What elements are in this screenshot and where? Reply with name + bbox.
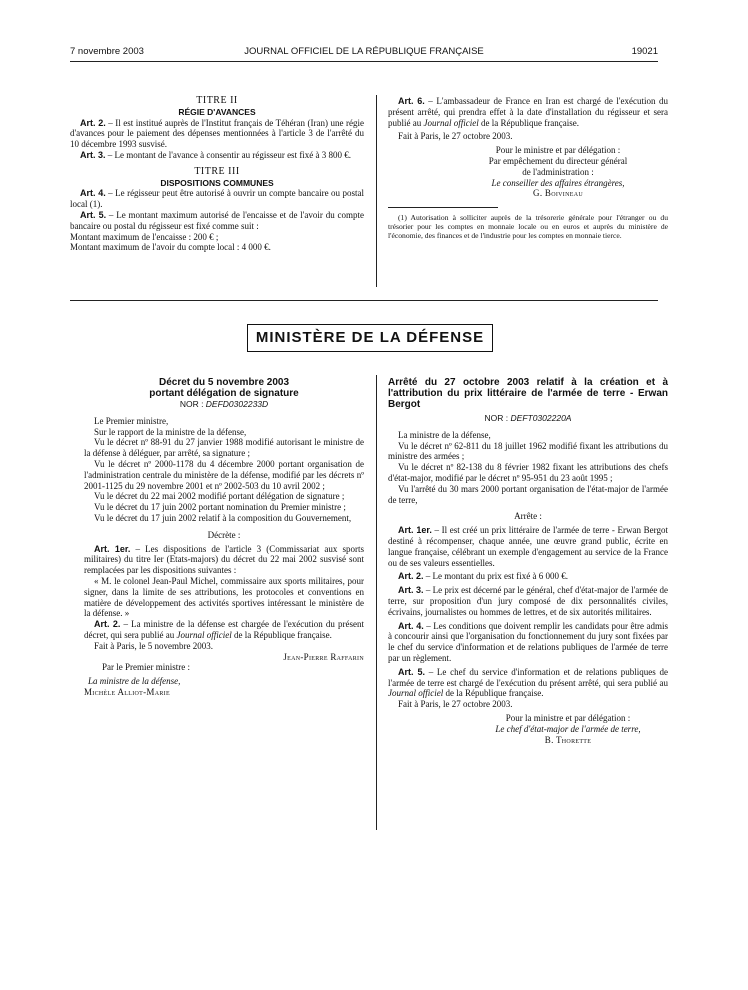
decret-art2-text: – La ministre de la défense est chargée de l'exécution du présent décret, qui sera publié au (84, 619, 364, 640)
decret-p1: Le Premier ministre, (94, 415, 169, 426)
arrete-art5-label: Art. 5. (398, 666, 425, 677)
arrete-p1: La ministre de la défense, (398, 429, 491, 440)
decret-p4: Vu le décret nº 2000-1178 du 4 décembre 2000 portant organisation de l'administration centrale du ministère de la défense, modifié par les décrets nº 2001-1125 du 29 novembre 2001 et nº 2002-503 du 10 avril 2002 ; (84, 458, 364, 491)
decret-art2-label: Art. 2. (94, 619, 121, 630)
regie-avances-heading: RÉGIE D'AVANCES (178, 106, 256, 117)
decret-art1-paragraph (84, 544, 364, 576)
art2-label: Art. 2. (80, 117, 106, 128)
dispositions-communes-heading: DISPOSITIONS COMMUNES (160, 177, 274, 188)
arrete-p4: Vu l'arrêté du 30 mars 2000 portant organisation de l'état-major de l'armée de terre, (388, 483, 668, 505)
arrete-p3: Vu le décret nº 82-138 du 8 février 1982 fixant les attributions des chefs d'état-major, modifié par le décret nº 95-951 du 23 août 1995 ; (388, 462, 668, 483)
art3-paragraph (70, 150, 364, 161)
titre-ii-heading: TITRE II (196, 95, 238, 106)
arrete-art5-paragraph (388, 667, 668, 699)
signature-line-2: Par empêchement du directeur général (488, 155, 628, 166)
decret-ministre-title: La ministre de la défense, (88, 676, 181, 687)
arrete-signature-line-2: Le chef d'état-major de l'armée de terre, (495, 723, 641, 734)
decret-p3: Vu le décret nº 88-91 du 27 janvier 1988 modifié autorisant le ministre de la défense à déléguer, par arrêté, sa signature ; (84, 437, 364, 459)
arrete-art3-paragraph (388, 585, 668, 617)
art2-text: – Il est institué auprès de l'Institut français de Téhéran (Iran) une régie d'avances pour le paiement des dépenses mentionnées à l'article 3 de l'arrêté du 10 décembre 1993 susvisé. (70, 117, 364, 150)
arrete-art5-text: – Le chef du service d'information et de relations publiques de l'armée de terre est chargé de l'exécution du présent arrêté, qui sera publié au (388, 666, 668, 688)
arrete-art1-paragraph (388, 525, 668, 568)
art5-label: Art. 5. (80, 209, 107, 220)
art3-label: Art. 3. (80, 149, 106, 160)
arrete-art3-text: – Le prix est décerné par le général, chef d'état-major de l'armée de terre, sur proposition d'un jury composé de dix personnalités civiles, écrivains, journalistes ou hommes de lettres, et de six autorités militaires. (388, 585, 668, 617)
arrete-art5-journal-officiel: Journal officiel (388, 688, 444, 699)
ministry-heading-box: MINISTÈRE DE LA DÉFENSE (247, 324, 493, 352)
decret-p6: Vu le décret du 17 juin 2002 portant nomination du Premier ministre ; (94, 502, 346, 513)
top-right-column (388, 96, 668, 240)
fait-a-paris: Fait à Paris, le 27 octobre 2003. (398, 131, 513, 142)
arrete-signature-line-1: Pour la ministre et par délégation : (505, 712, 631, 723)
arrete-art4-label: Art. 4. (398, 620, 424, 631)
decret-p5: Vu le décret du 22 mai 2002 modifié portant délégation de signature ; (94, 491, 345, 502)
art4-label: Art. 4. (80, 188, 106, 199)
header-date: 7 novembre 2003 (70, 46, 144, 57)
header-rule (70, 61, 658, 62)
decret-signer: Jean-Pierre Raffarin (283, 651, 364, 662)
decret-art2-journal-officiel: Journal officiel (176, 629, 232, 640)
arrete-art3-label: Art. 3. (398, 585, 424, 596)
page-header (70, 46, 658, 60)
signature-line-4: Le conseiller des affaires étrangères, (491, 177, 625, 188)
art4-paragraph (70, 188, 364, 210)
art6-journal-officiel: Journal officiel (423, 117, 479, 128)
arrete-word: Arrête : (514, 511, 542, 522)
decret-art1-label: Art. 1er. (94, 543, 131, 554)
decret-p7: Vu le décret du 17 juin 2002 relatif à la composition du Gouvernement, (94, 512, 352, 523)
decret-fait: Fait à Paris, le 5 novembre 2003. (94, 640, 213, 651)
section-separator (70, 300, 658, 301)
art2-paragraph (70, 118, 364, 150)
decret-art2-paragraph (84, 619, 364, 641)
arrete-art2-label: Art. 2. (398, 571, 424, 582)
art3-text: – Le montant de l'avance à consentir au régisseur est fixé à 3 800 €. (105, 149, 352, 160)
arrete-art1-label: Art. 1er. (398, 525, 432, 536)
top-column-separator (376, 95, 377, 287)
arrete-nor-value: DEFT0302220A (510, 413, 572, 423)
arrete-art1-text: – Il est créé un prix littéraire de l'armée de terre - Erwan Bergot destiné à récompenser, chaque année, une œuvre grand public, écrite en langue française, célébrant un exemple d'engagement au service de la France ou de ses valeurs essentielles. (388, 525, 668, 568)
arrete-column (388, 377, 668, 745)
arrete-nor (388, 413, 668, 424)
art6-label: Art. 6. (398, 96, 425, 106)
decret-title-line-1: Décret du 5 novembre 2003 (158, 377, 290, 388)
header-page-number: 19021 (631, 46, 658, 57)
decret-p2: Sur le rapport de la ministre de la défense, (94, 426, 247, 437)
decret-nor-value: DEFD0302233D (205, 399, 269, 409)
decret-title-line-2: portant délégation de signature (149, 388, 299, 399)
decret-column (84, 377, 364, 698)
decret-par-premier-ministre: Par le Premier ministre : (102, 662, 190, 673)
signature-name: G. Boivineau (533, 188, 583, 199)
decret-art1-text: – Les dispositions de l'article 3 (Commissariat aux sports militaires) du titre Ier (Etats-majors) du décret du 22 mai 2002 susvisé sont remplacées par les dispositions suivantes : (84, 543, 364, 576)
top-left-column (70, 96, 364, 253)
art6-text: – L'ambassadeur de France en Iran est chargé de l'exécution du présent arrêté, qui prendra effet à la date d'installation du régisseur et sera publié au (388, 96, 668, 128)
arrete-art2-paragraph (388, 571, 668, 582)
arrete-art4-paragraph (388, 621, 668, 664)
arrete-art4-text: – Les conditions que doivent remplir les candidats pour être admis à concourir ainsi que l'organisation du fonctionnement du jury sont fixées par le chef du service d'information et de relations publiques de l'armée de terre par un règlement. (388, 620, 668, 663)
arrete-art2-text: – Le montant du prix est fixé à 6 000 €. (423, 571, 568, 582)
signature-line-3: de l'administration : (522, 166, 594, 177)
decret-nor-label: NOR : (179, 399, 206, 409)
decret-nor (84, 399, 364, 410)
decrete-word: Décrète : (207, 529, 241, 540)
decret-art2-end: de la République française. (231, 629, 332, 640)
art5-text: – Le montant maximum autorisé de l'encaisse et de l'avoir du compte bancaire ou postal du régisseur est fixé comme suit : (70, 209, 364, 231)
art6-paragraph (388, 96, 668, 128)
arrete-nor-label: NOR : (484, 413, 511, 423)
footnote: (1) Autorisation à solliciter auprès de la trésorerie générale pour l'étranger ou du trésorier pour les comptes en monnaie locale ou en euros et auprès du ministère de l'économie, des finances et de l'industrie pour les comptes en monnaie tierce. (388, 213, 668, 241)
art6-end: de la République française. (478, 117, 579, 128)
arrete-p2: Vu le décret nº 62-811 du 18 juillet 1962 modifié fixant les attributions du ministre des armées ; (388, 440, 668, 462)
arrete-art5-end: de la République française. (443, 688, 544, 699)
arrete-signature-name: B. Thorette (544, 734, 592, 745)
titre-iii-heading: TITRE III (194, 165, 240, 177)
art4-text: – Le régisseur peut être autorisé à ouvrir un compte bancaire ou postal local (1). (70, 188, 365, 210)
header-journal-title: JOURNAL OFFICIEL DE LA RÉPUBLIQUE FRANÇAISE (244, 46, 484, 57)
bottom-column-separator (376, 375, 377, 830)
montant-encaisse: Montant maximum de l'encaisse : 200 € ; (70, 231, 219, 242)
arrete-fait: Fait à Paris, le 27 octobre 2003. (398, 699, 513, 710)
arrete-title: Arrêté du 27 octobre 2003 relatif à la création et à l'attribution du prix littéraire de l'armée de terre - Erwan Bergot (388, 377, 668, 410)
footnote-rule (388, 207, 498, 208)
decret-ministre-name: Michèle Alliot-Marie (84, 686, 170, 697)
signature-line-1: Pour le ministre et par délégation : (495, 145, 621, 156)
art5-paragraph (70, 210, 364, 232)
decret-quote: « M. le colonel Jean-Paul Michel, commissaire aux sports militaires, pour signer, dans la limite de ses attributions, les protocoles et conventions en matière de développement des activités sportives intéressant le ministère de la défense. » (84, 575, 364, 619)
montant-avoir: Montant maximum de l'avoir du compte local : 4 000 €. (70, 242, 271, 253)
